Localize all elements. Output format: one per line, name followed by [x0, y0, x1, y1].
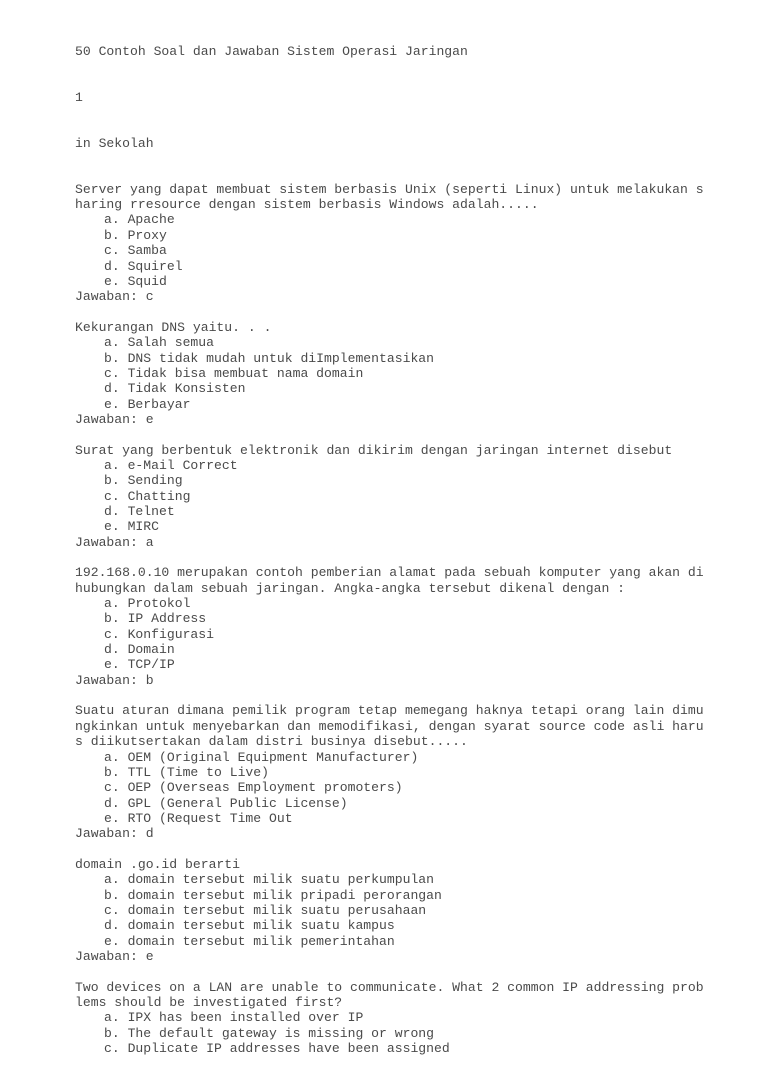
question-block — [75, 980, 755, 1057]
answer-option: a. e-Mail Correct — [104, 457, 238, 473]
answer-option: d. Telnet — [104, 504, 175, 519]
answer-option: e. domain tersebut milik pemerintahan — [104, 933, 395, 949]
answer-option: c. Samba — [104, 243, 167, 259]
question-block — [75, 320, 755, 427]
question-block — [75, 565, 755, 688]
question-block — [75, 182, 755, 305]
page-number: 1 — [75, 89, 83, 105]
answer-option: d. GPL (General Public License) — [104, 795, 348, 811]
answer-option: e. Berbayar — [104, 396, 191, 412]
question-text: ngkinkan untuk menyebarkan dan memodifikasi, dengan syarat source code asli haru — [75, 718, 704, 734]
answer-option: c. Konfigurasi — [104, 626, 215, 642]
answer-option: d. Tidak Konsisten — [104, 381, 246, 397]
question-text: domain .go.id berarti — [75, 856, 241, 872]
question-text: Server yang dapat membuat sistem berbasis Unix (seperti Linux) untuk melakukan s — [75, 181, 704, 197]
question-text: Surat yang berbentuk elektronik dan dikirim dengan jaringan internet disebut — [75, 442, 673, 458]
answer-option: b. DNS tidak mudah untuk diImplementasikan — [104, 350, 435, 366]
answer-option: c. Duplicate IP addresses have been assigned — [104, 1041, 450, 1057]
answer-option: c. Tidak bisa membuat nama domain — [104, 365, 364, 381]
answer-option: a. Protokol — [104, 596, 191, 612]
answer-option: c. Chatting — [104, 488, 191, 504]
document-title: 50 Contoh Soal dan Jawaban Sistem Operasi Jaringan — [75, 43, 468, 59]
question-text: haring rresource dengan sistem berbasis Windows adalah..... — [75, 197, 539, 213]
answer-option: b. Proxy — [104, 227, 167, 243]
answer-key: Jawaban: c — [75, 289, 154, 305]
answer-key: Jawaban: e — [75, 948, 154, 964]
answer-option: a. IPX has been installed over IP — [104, 1010, 364, 1026]
question-block — [75, 443, 755, 550]
answer-option: a. Apache — [104, 212, 175, 228]
answer-key: Jawaban: a — [75, 534, 154, 550]
document-page — [75, 13, 755, 1087]
question-text: Suatu aturan dimana pemilik program tetap memegang haknya tetapi orang lain dimu — [75, 703, 704, 719]
question-block — [75, 857, 755, 964]
answer-option: b. The default gateway is missing or wrong — [104, 1025, 435, 1041]
answer-option: e. Squid — [104, 273, 167, 289]
answer-option: c. OEP (Overseas Employment promoters) — [104, 780, 403, 796]
answer-option: e. RTO (Request Time Out — [104, 810, 293, 826]
answer-option: c. domain tersebut milik suatu perusahaan — [104, 902, 427, 918]
answer-option: a. domain tersebut milik suatu perkumpulan — [104, 872, 435, 888]
answer-option: b. domain tersebut milik pripadi perorangan — [104, 887, 442, 903]
answer-option: d. domain tersebut milik suatu kampus — [104, 918, 395, 934]
answer-option: a. OEM (Original Equipment Manufacturer) — [104, 749, 419, 765]
question-text: Kekurangan DNS yaitu. . . — [75, 319, 272, 335]
answer-option: b. Sending — [104, 473, 183, 489]
answer-option: d. Domain — [104, 642, 175, 658]
answer-key: Jawaban: e — [75, 411, 154, 427]
question-list — [75, 182, 755, 1057]
question-block — [75, 703, 755, 841]
answer-option: b. IP Address — [104, 611, 207, 627]
answer-key: Jawaban: d — [75, 826, 154, 842]
answer-option: e. MIRC — [104, 519, 160, 535]
answer-option: a. Salah semua — [104, 335, 215, 351]
question-text: lems should be investigated first? — [75, 995, 343, 1010]
question-text: 192.168.0.10 merupakan contoh pemberian alamat pada sebuah komputer yang akan di — [75, 565, 704, 581]
answer-option: d. Squirel — [104, 258, 183, 274]
question-text: hubungkan dalam sebuah jaringan. Angka-angka tersebut dikenal dengan : — [75, 580, 626, 596]
question-text: Two devices on a LAN are unable to communicate. What 2 common IP addressing prob — [75, 979, 704, 995]
document-subtitle: in Sekolah — [75, 135, 154, 151]
question-text: s diikutsertakan dalam distri businya disebut..... — [75, 734, 468, 750]
answer-option: b. TTL (Time to Live) — [104, 764, 270, 780]
answer-option: e. TCP/IP — [104, 657, 175, 673]
answer-key: Jawaban: b — [75, 672, 154, 688]
